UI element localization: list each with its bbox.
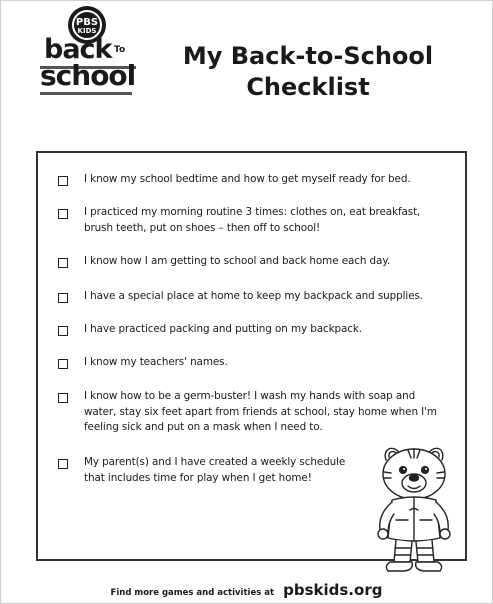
checkbox[interactable] [58,393,68,403]
logo-word-to: To [114,45,126,55]
checklist-item-text: I know my school bedtime and how to get myself ready for bed. [84,173,411,185]
title-line-2: Checklist [246,73,370,101]
checklist-item-text: I know my teachers' names. [84,356,228,368]
checklist-item-text: I have practiced packing and putting on my backpack. [84,323,363,335]
page-title [150,41,466,103]
checklist-item-text: I practiced my morning routine 3 times: clothes on, eat breakfast, brush teeth, put on shoes – then off to school! [84,206,421,234]
pbs-logo-text: PBS [75,16,99,28]
checkbox[interactable] [58,459,68,469]
checklist-item-text: I have a special place at home to keep my backpack and supplies. [84,290,424,302]
checklist-item-text: I know how to be a germ-buster! I wash my hands with soap and water, stay six feet apart from friends at school, stay home when I'm feeling sick and put on a mask when I need to. [84,390,437,433]
logo-word-school: school [40,59,136,92]
checkbox[interactable] [58,176,68,186]
checklist-item-text: My parent(s) and I have created a weekly schedule that includes time for play when I get home! [84,456,346,484]
back-to-school-logo [38,6,138,96]
daniel-tiger-illustration [364,438,464,578]
checkbox[interactable] [58,293,68,303]
kids-logo-text: KIDS [77,26,97,35]
checklist-item-text: I know how I am getting to school and back home each day. [84,255,391,267]
logo-word-back: back [44,34,112,65]
footer [0,580,493,599]
logo-stripe [40,92,132,95]
checkbox[interactable] [58,326,68,336]
checkbox[interactable] [58,258,68,268]
title-line-1: My Back-to-School [182,42,434,70]
footer-lead-text: Find more games and activities at [110,588,275,598]
footer-url-link[interactable]: pbskids.org [283,581,383,599]
checkbox[interactable] [58,209,68,219]
checkbox[interactable] [58,359,68,369]
